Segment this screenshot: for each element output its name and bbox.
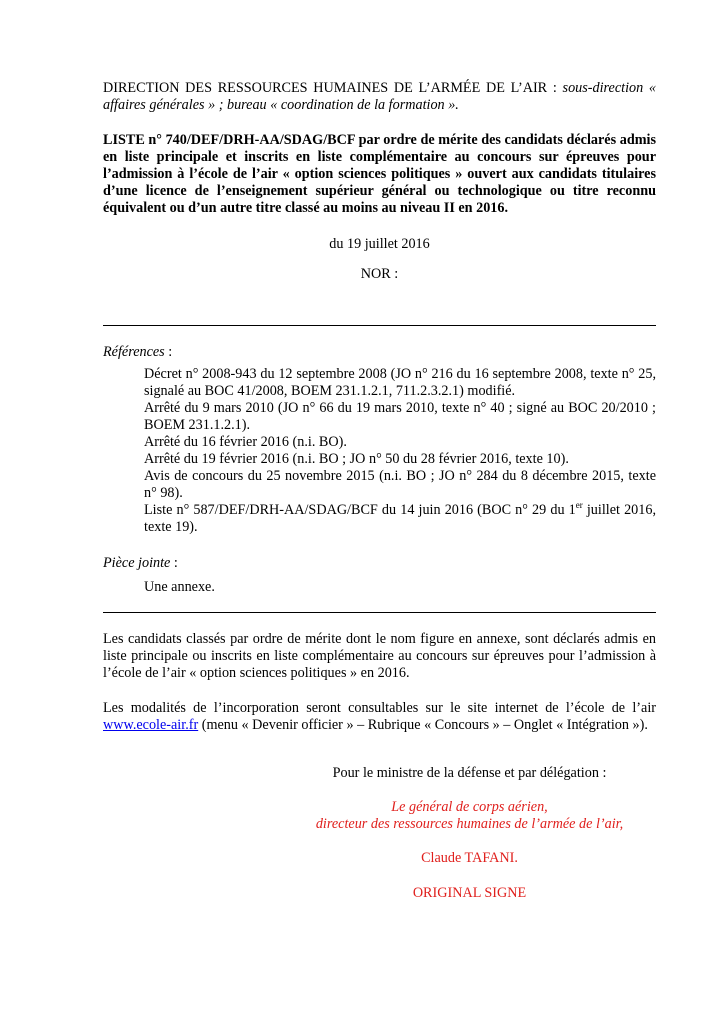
divider-bottom xyxy=(103,612,656,613)
liste-title: LISTE n° 740/DEF/DRH-AA/SDAG/BCF par ordre de mérite des candidats déclarés admis en liste principale et inscrits en liste complémentaire au concours sur épreuves pour l’admission à l’école de l’air « option sciences politiques » ouvert aux candidats titulaires d’une licence de l’enseignement supérieur général ou technologique ou titre reconnu équivalent ou d’un autre titre classé au moins au niveau II en 2016. xyxy=(103,132,656,216)
references-label: Références : xyxy=(103,344,173,360)
signature-intro: Pour le ministre de la défense et par délégation : xyxy=(332,765,607,781)
reference-item: Décret n° 2008-943 du 12 septembre 2008 (JO n° 216 du 16 septembre 2008, texte n° 25, signalé au BOC 41/2008, BOEM 231.1.2.1, 711.2.3.2.1) modifié. xyxy=(144,366,656,399)
document-date: du 19 juillet 2016 xyxy=(329,236,430,252)
references-list xyxy=(103,366,656,536)
reference-item: Avis de concours du 25 novembre 2015 (n.i. BO ; JO n° 284 du 8 décembre 2015, texte n° 98). xyxy=(144,468,656,501)
body-paragraph-2: Les modalités de l’incorporation seront consultables sur le site internet de l’école de l’air www.ecole-air.fr (menu « Devenir officier » – Rubrique « Concours » – Onglet « Intégration »). xyxy=(103,700,656,733)
nor-field: NOR : xyxy=(360,266,399,282)
reference-item: Liste n° 587/DEF/DRH-AA/SDAG/BCF du 14 juin 2016 (BOC n° 29 du 1er juillet 2016, texte 19). xyxy=(144,500,656,535)
body-paragraph-1: Les candidats classés par ordre de mérite dont le nom figure en annexe, sont déclarés admis en liste principale ou inscrits en liste complémentaire au concours sur épreuves pour l’admission à l’école de l’air « option sciences politiques » en 2016. xyxy=(103,631,656,681)
ecole-air-link[interactable]: www.ecole-air.fr xyxy=(103,717,199,733)
signature-rank: Le général de corps aérien, xyxy=(391,799,548,815)
reference-item: Arrêté du 16 février 2016 (n.i. BO). xyxy=(144,434,347,450)
header-subdirection: sous-direction « affaires générales » ; bureau « coordination de la formation ». xyxy=(103,80,657,113)
divider-top xyxy=(103,325,656,326)
reference-item: Arrêté du 19 février 2016 (n.i. BO ; JO n° 50 du 28 février 2016, texte 10). xyxy=(144,451,569,467)
piece-jointe-item: Une annexe. xyxy=(144,579,215,595)
signature-name: Claude TAFANI. xyxy=(421,850,518,866)
signature-role: directeur des ressources humaines de l’armée de l’air, xyxy=(315,816,624,832)
document-page xyxy=(103,80,656,902)
reference-item: Arrêté du 9 mars 2010 (JO n° 66 du 19 mars 2010, texte n° 40 ; signé au BOC 20/2010 ; BOEM 231.1.2.1). xyxy=(144,400,656,433)
header-org: DIRECTION DES RESSOURCES HUMAINES DE L’ARMÉE DE L’AIR : xyxy=(103,80,557,96)
header xyxy=(103,80,656,114)
piece-jointe-label: Pièce jointe : xyxy=(103,555,178,571)
signature-original: ORIGINAL SIGNE xyxy=(412,885,527,901)
